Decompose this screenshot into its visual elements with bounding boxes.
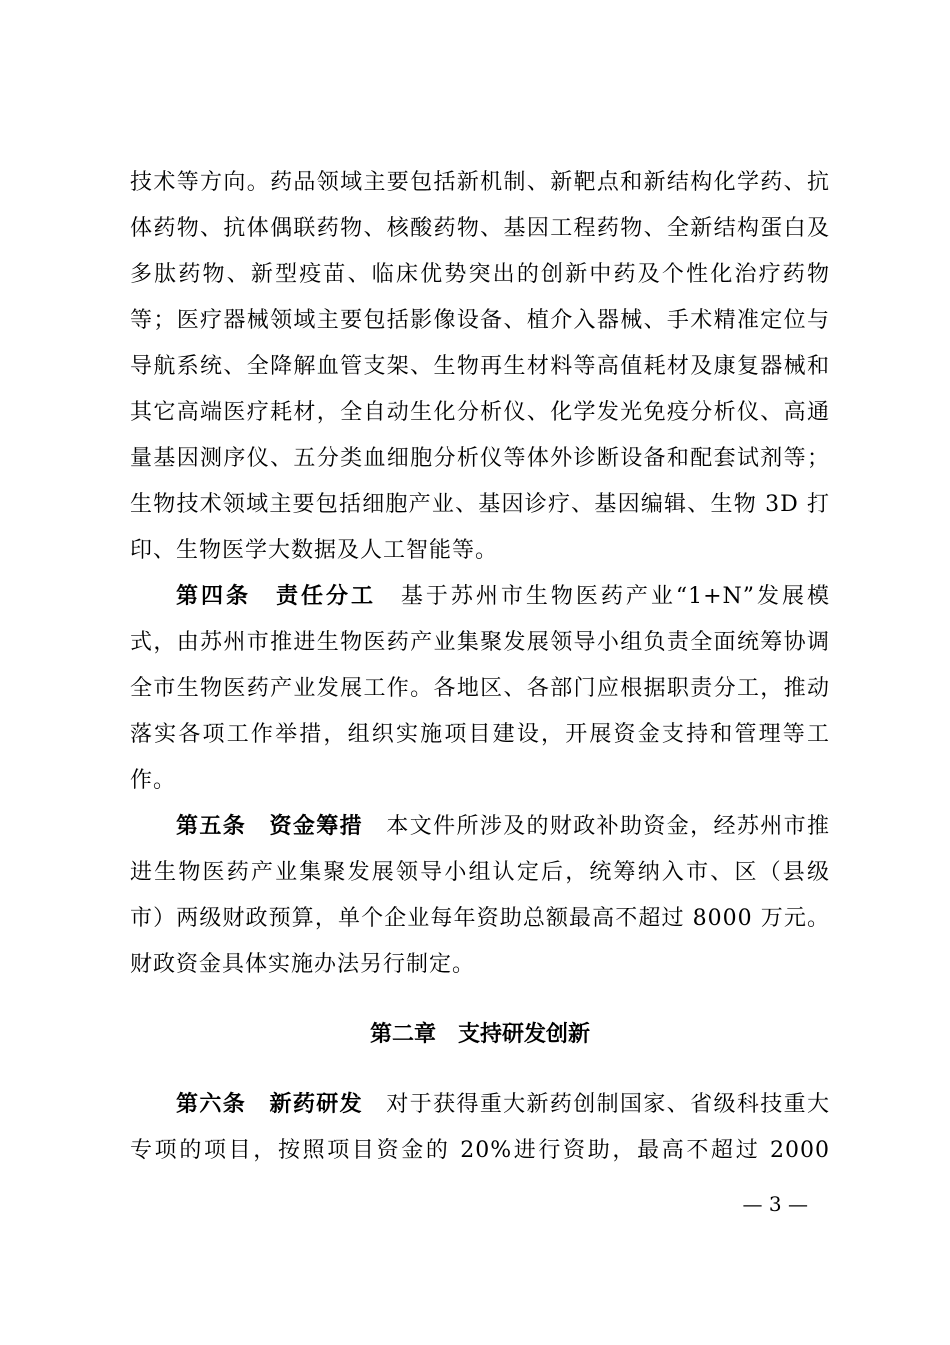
article6-text: 对于获得重大新药创制国家、省级科技重大专项的项目，按照项目资金的 20%进行资助，最高不超过 2000 bbox=[130, 1092, 830, 1163]
article4-title: 第四条 责任分工 bbox=[176, 584, 376, 609]
page-number: — 3 — bbox=[742, 1192, 808, 1216]
paragraph-article4 bbox=[130, 574, 830, 804]
chapter2-heading: 第二章 支持研发创新 bbox=[369, 1022, 590, 1047]
article5-text: 本文件所涉及的财政补助资金，经苏州市推进生物医药产业集聚发展领导小组认定后，统筹纳入市、区（县级市）两级财政预算，单个企业每年资助总额最高不超过 8000 万元。财政资金具体实施办法另行制定。 bbox=[130, 814, 830, 977]
paragraph-article5 bbox=[130, 804, 830, 988]
paragraph-article6 bbox=[130, 1082, 830, 1174]
paragraph-article3-continued: 技术等方向。药品领域主要包括新机制、新靶点和新结构化学药、抗体药物、抗体偶联药物、核酸药物、基因工程药物、全新结构蛋白及多肽药物、新型疫苗、临床优势突出的创新中药及个性化治疗药物等；医疗器械领域主要包括影像设备、植介入器械、手术精准定位与导航系统、全降解血管支架、生物再生材料等高值耗材及康复器械和其它高端医疗耗材，全自动生化分析仪、化学发光免疫分析仪、高通量基因测序仪、五分类血细胞分析仪等体外诊断设备和配套试剂等；生物技术领域主要包括细胞产业、基因诊疗、基因编辑、生物 3D 打印、生物医学大数据及人工智能等。 bbox=[130, 170, 830, 563]
document-body bbox=[130, 160, 830, 1174]
article5-title: 第五条 资金筹措 bbox=[176, 814, 363, 839]
article4-text: 基于苏州市生物医药产业“1+N”发展模式，由苏州市推进生物医药产业集聚发展领导小组负责全面统筹协调全市生物医药产业发展工作。各地区、各部门应根据职责分工，推动落实各项工作举措，组织实施项目建设，开展资金支持和管理等工作。 bbox=[130, 584, 830, 793]
article6-title: 第六条 新药研发 bbox=[176, 1092, 363, 1117]
